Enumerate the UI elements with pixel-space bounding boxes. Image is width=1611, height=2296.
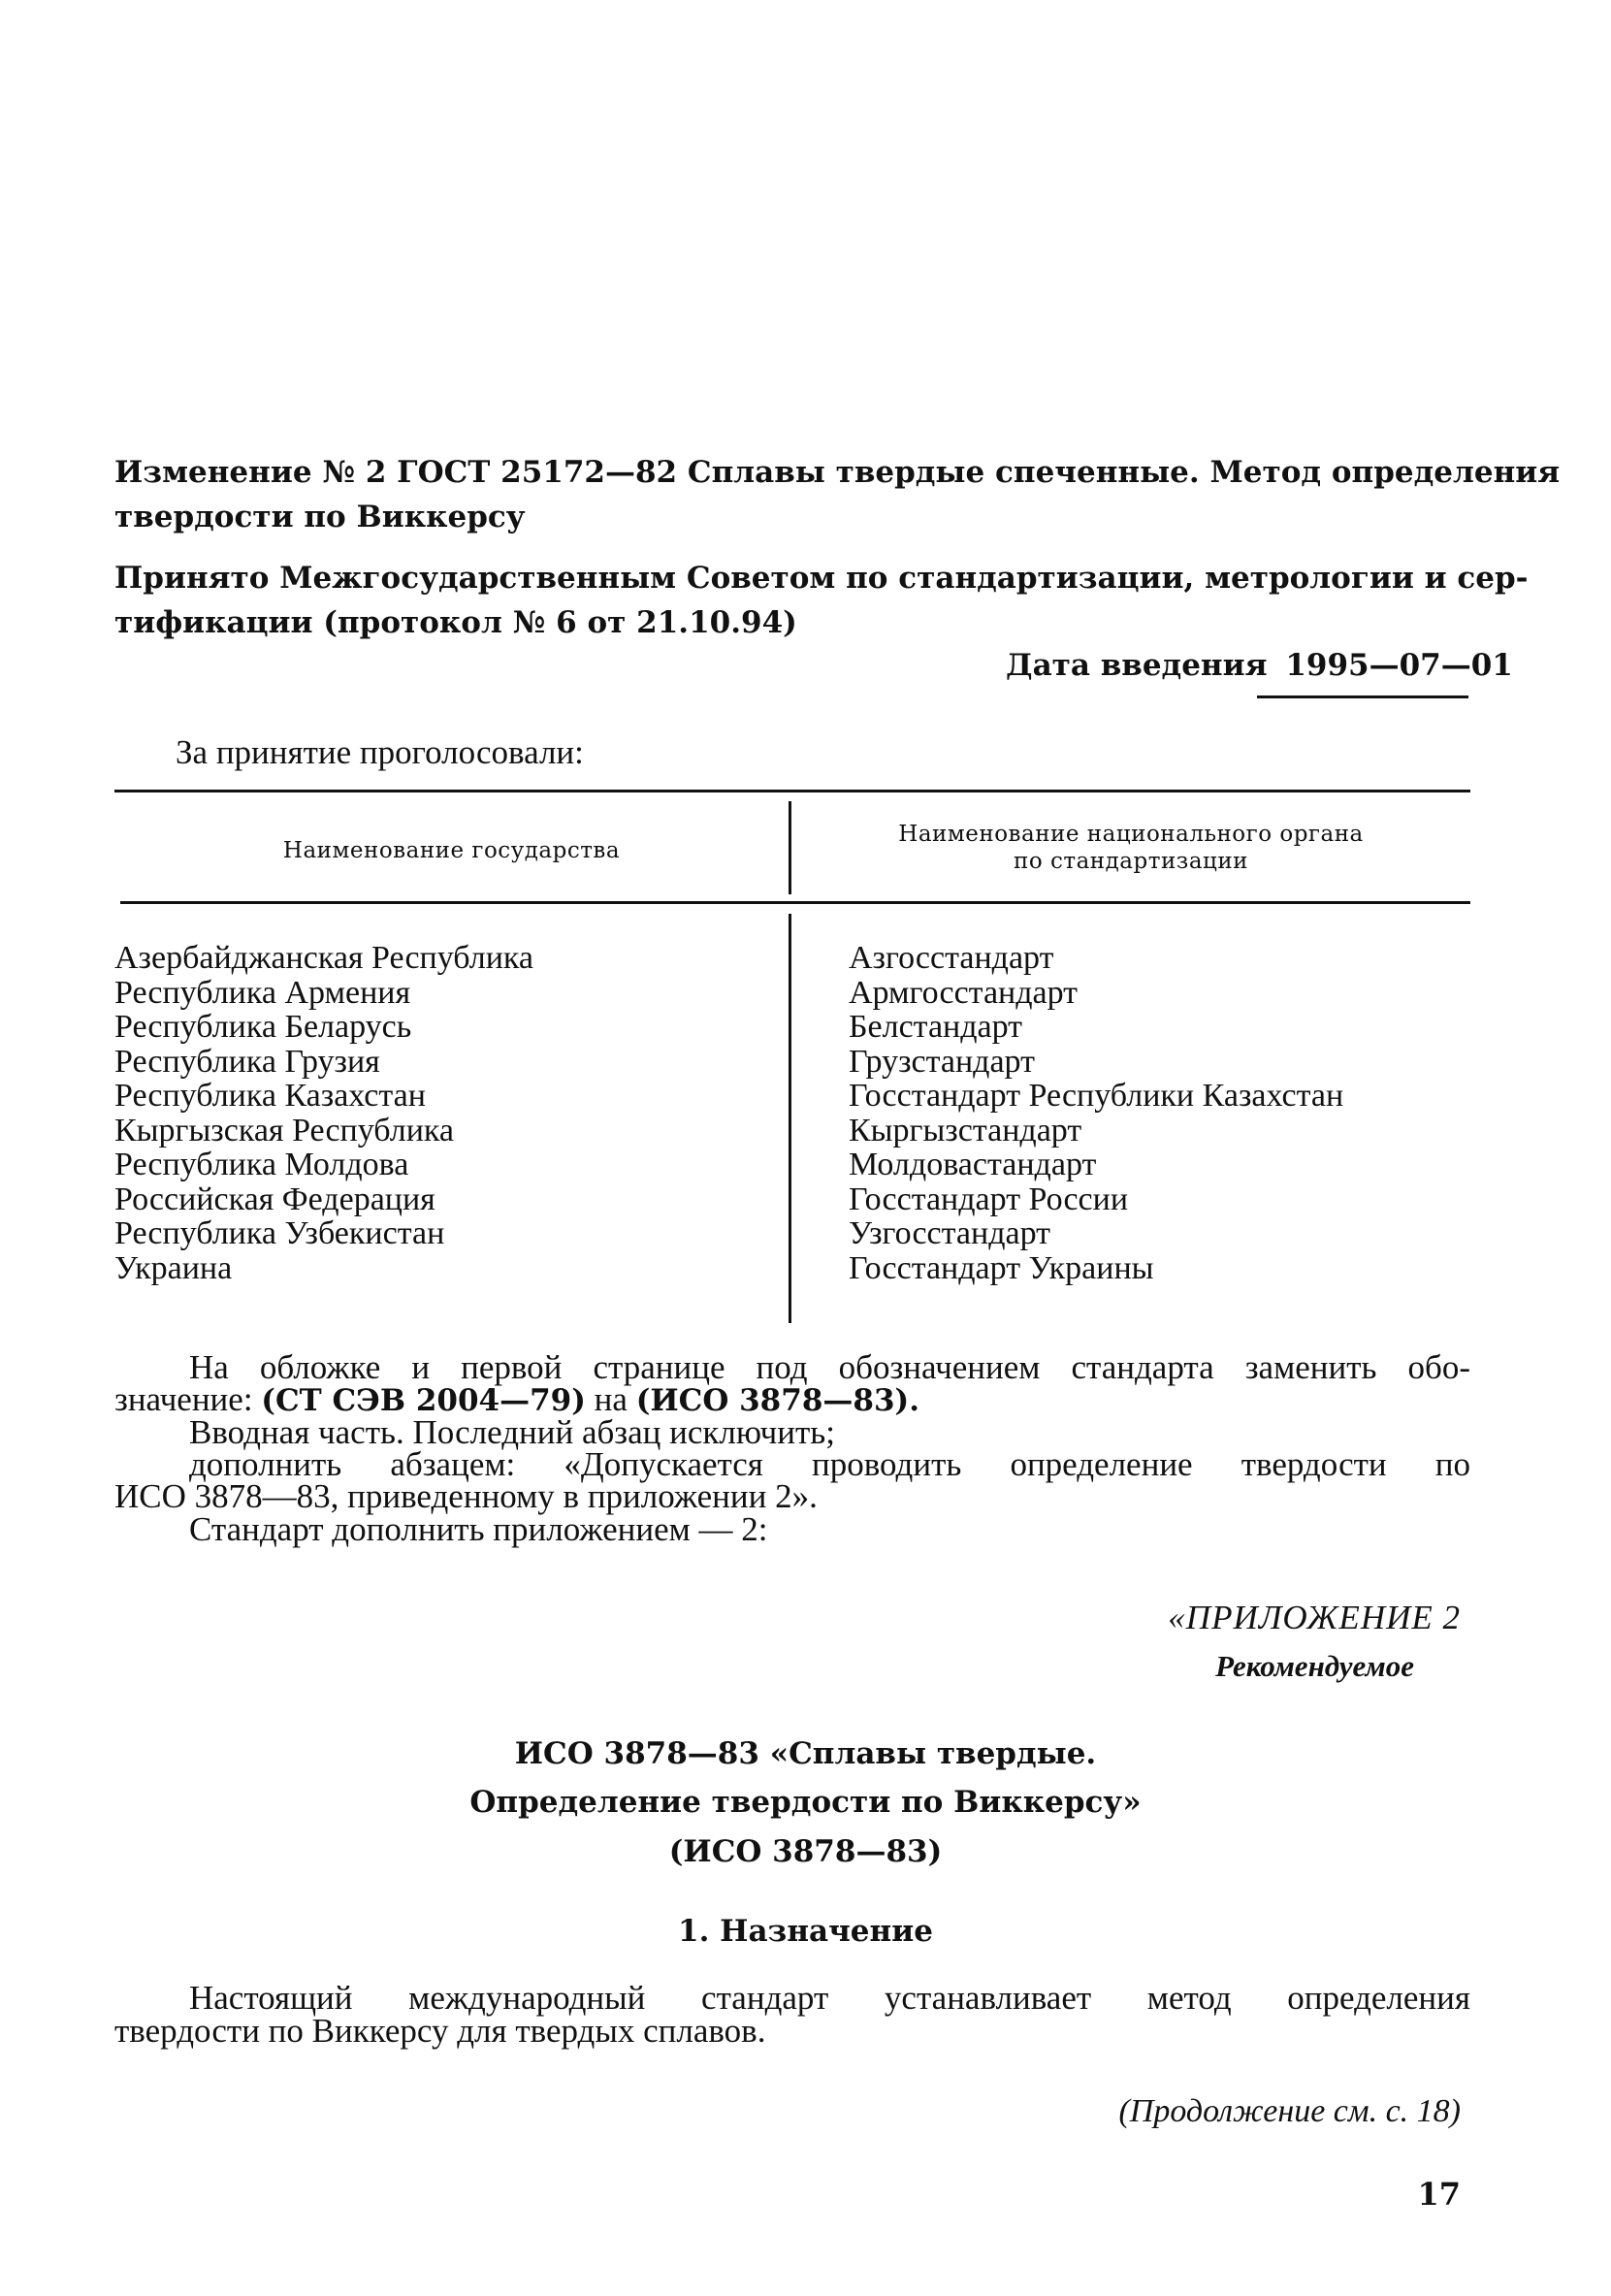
list-item: Республика Узбекистан — [114, 1215, 445, 1251]
appendix-title-line3: (ИСО 3878—83) — [668, 1834, 943, 1869]
table-header-state: Наименование государства — [282, 838, 621, 863]
amendment-title-line1: Изменение № 2 ГОСТ 25172—82 Сплавы твердые спеченные. Метод определения — [114, 455, 1561, 490]
section-text-line2: твердости по Виккерсу для твердых сплавов. — [114, 2012, 766, 2050]
list-item: Госстандарт России — [849, 1180, 1129, 1217]
table-top-rule — [114, 790, 1470, 792]
paragraph-addition-line2: ИСО 3878—83, приведенному в приложении 2». — [114, 1477, 818, 1515]
voted-intro: За принятие проголосовали: — [176, 733, 584, 771]
list-item: Республика Казахстан — [114, 1078, 426, 1114]
section-text-line1: Настоящий международный стандарт устанавливает метод определения — [189, 1979, 1470, 2017]
list-item: Узгосстандарт — [849, 1215, 1051, 1251]
list-item: Армгосстандарт — [849, 974, 1079, 1011]
list-item: Республика Беларусь — [114, 1009, 412, 1045]
adopted-line2: тификации (протокол № 6 от 21.10.94) — [114, 605, 797, 640]
paragraph-addition-line1: дополнить абзацем: «Допускается проводить определение твердости по — [189, 1445, 1470, 1483]
list-item: Молдовастандарт — [849, 1147, 1097, 1182]
list-item: Грузстандарт — [849, 1043, 1035, 1080]
amendment-title-line2: твердости по Виккерсу — [114, 500, 526, 534]
appendix-recommended: Рекомендуемое — [1215, 1649, 1414, 1683]
appendix-label: «ПРИЛОЖЕНИЕ 2 — [1168, 1599, 1461, 1636]
table-header-rule — [120, 901, 1470, 904]
effective-date-value: 1995—07—01 — [1285, 648, 1513, 683]
effective-date — [1006, 646, 1513, 685]
list-item: Кыргызстандарт — [849, 1112, 1082, 1148]
paragraph-designation-line2: значение: (СТ СЭВ 2004—79) на (ИСО 3878—83). — [114, 1380, 919, 1418]
list-item: Украина — [114, 1249, 233, 1286]
list-item: Азгосстандарт — [849, 940, 1054, 976]
list-item: Госстандарт Украины — [849, 1249, 1154, 1286]
date-underline — [1257, 695, 1468, 698]
table-header-body: Наименование национального органа по стандартизации — [898, 822, 1364, 874]
list-item: Российская Федерация — [114, 1180, 435, 1217]
list-item: Республика Армения — [114, 974, 411, 1011]
appendix-title-line2: Определение твердости по Виккерсу» — [469, 1785, 1142, 1820]
list-item: Белстандарт — [849, 1009, 1023, 1045]
effective-date-label: Дата введения — [1006, 648, 1268, 683]
table-column-divider-body — [789, 914, 791, 1323]
list-item: Республика Грузия — [114, 1043, 380, 1080]
appendix-title-line1: ИСО 3878—83 «Сплавы твердые. — [514, 1736, 1097, 1771]
paragraph-introduction: Вводная часть. Последний абзац исключить; — [189, 1413, 835, 1451]
list-item: Республика Молдова — [114, 1147, 409, 1182]
paragraph-appendix-note: Стандарт дополнить приложением — 2: — [189, 1510, 768, 1548]
page-number: 17 — [1417, 2176, 1461, 2213]
continuation-note: (Продолжение см. с. 18) — [1118, 2093, 1461, 2129]
section-heading: 1. Назначение — [678, 1914, 933, 1949]
standards-bodies-list — [849, 941, 1343, 1285]
list-item: Азербайджанская Республика — [114, 940, 534, 976]
paragraph-designation-line1: На обложке и первой странице под обозначением стандарта заменить обо- — [189, 1348, 1470, 1386]
list-item: Госстандарт Республики Казахстан — [849, 1078, 1344, 1114]
list-item: Кыргызская Республика — [114, 1112, 455, 1148]
adopted-line1: Принято Межгосударственным Советом по стандартизации, метрологии и сер- — [114, 561, 1529, 596]
states-list — [114, 941, 533, 1285]
